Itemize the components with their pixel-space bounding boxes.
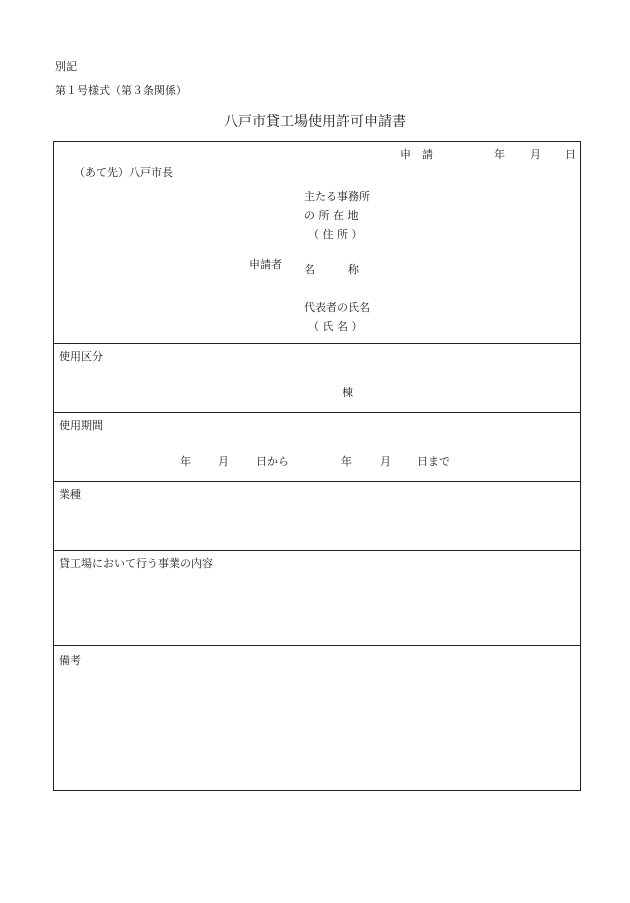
apply-day: 日 (565, 148, 576, 161)
apply-year: 年 (494, 148, 505, 161)
divider (54, 645, 580, 646)
business-content-label: 貸工場において行う事業の内容 (59, 557, 213, 570)
representative-name-label: （ 氏 名 ） (308, 320, 363, 333)
apply-label: 申 請 (400, 148, 433, 161)
office-address-label: の 所 在 地 (304, 209, 359, 222)
applicant-label: 申請者 (249, 258, 282, 271)
divider (54, 412, 580, 413)
usage-category-label: 使用区分 (59, 350, 103, 363)
building-unit-label: 棟 (342, 386, 353, 399)
period-from-year: 年 (180, 455, 191, 468)
apply-month: 月 (530, 148, 541, 161)
office-address-label: （ 住 所 ） (308, 228, 363, 241)
form-number: 第１号様式（第３条関係） (55, 84, 187, 97)
representative-name-label: 代表者の氏名 (304, 301, 370, 314)
period-to-year: 年 (341, 455, 352, 468)
period-from-month: 月 (218, 455, 229, 468)
period-to-day: 日まで (417, 455, 450, 468)
remarks-label: 備考 (59, 654, 81, 667)
addressee: （あて先）八戸市長 (74, 166, 173, 179)
office-address-label: 主たる事務所 (304, 190, 370, 203)
divider (54, 343, 580, 344)
name-label: 名 称 (304, 263, 359, 276)
period-to-month: 月 (380, 455, 391, 468)
attachment-label: 別記 (55, 60, 77, 73)
usage-period-label: 使用期間 (59, 419, 103, 432)
divider (54, 481, 580, 482)
industry-label: 業種 (59, 488, 81, 501)
divider (54, 550, 580, 551)
page-title: 八戸市貸工場使用許可申請書 (224, 114, 406, 130)
period-from-day: 日から (256, 455, 289, 468)
